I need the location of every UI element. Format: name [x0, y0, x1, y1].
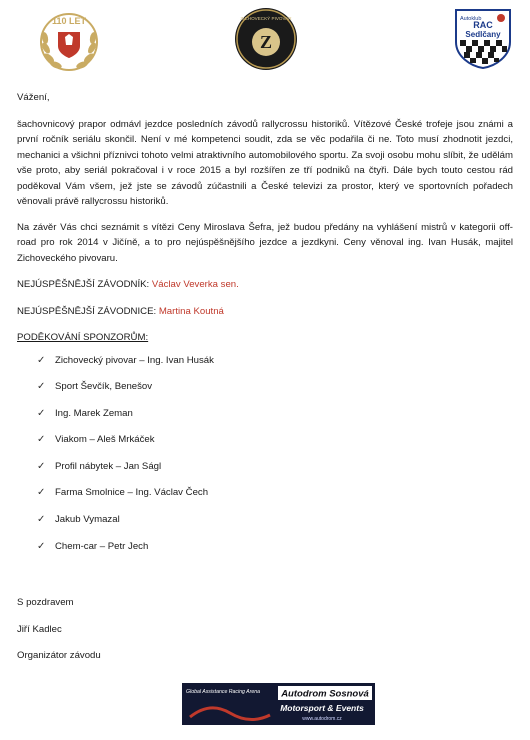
svg-text:Autodrom Sosnová: Autodrom Sosnová	[281, 688, 369, 700]
sponsor-name: Profil nábytek – Jan Ságl	[55, 460, 162, 472]
sponsor-name: Sport Ševčík, Benešov	[55, 381, 153, 393]
checkmark-icon: ✓	[37, 434, 46, 446]
winner-female-label: NEJÚSPĚŠNĚJŠÍ ZÁVODNICE:	[17, 305, 159, 317]
svg-text:Global Assistance Racing Arena: Global Assistance Racing Arena	[186, 689, 261, 695]
winner-male-label: NEJÚSPĚŠNĚJŠÍ ZÁVODNÍK:	[17, 279, 152, 290]
anniversary-110-logo	[36, 8, 102, 74]
sponsor-name: Chem-car – Petr Jech	[55, 540, 149, 552]
autodrom-sosnova-banner	[182, 683, 375, 725]
svg-text:RAC: RAC	[473, 20, 493, 30]
greeting: Vážení,	[17, 92, 50, 103]
svg-text:www.autodrom.cz: www.autodrom.cz	[302, 716, 342, 722]
list-item	[37, 514, 513, 541]
svg-text:ZICHOVECKÝ PIVOVAR: ZICHOVECKÝ PIVOVAR	[240, 16, 292, 21]
sponsors-title: PODĚKOVÁNÍ SPONZORŮM:	[17, 332, 149, 343]
winner-male-line	[17, 277, 513, 293]
logo-header	[0, 4, 530, 74]
list-item	[37, 487, 513, 514]
paragraph-intro: šachovnicový prapor odmávl jezdce posledních závodů rallycrossu historiků. Vítězové České trofeje jsou známi a první ročník seriálu skončil. Není v mé kompetenci soudit, zda se věc podařila či ne. Toto musí zhodnotit jezdci, mechanici a všichni příznivci tohoto velmi atraktivního automobilového sportu. Za svoji osobu mohu slíbit, že udělám vše proto, aby seriál pokračoval i v roce 2015 a byl rozšířen ze tří podniků na čtyři. Dále bych touto cestou rád poděkoval Vám všem, jež jste se závodů zúčastnili a České televizi za prostor, který ve sportovních pořadech věnovali právě rallycrossu historiků.	[17, 118, 513, 207]
list-item	[37, 461, 513, 488]
brewery-logo	[233, 6, 299, 72]
svg-text:Autoklub: Autoklub	[460, 16, 482, 22]
sponsor-name: Ing. Marek Zeman	[55, 407, 133, 419]
rac-sedlcany-logo	[454, 8, 512, 70]
closing-regards: S pozdravem	[17, 597, 74, 608]
svg-text:Z: Z	[259, 32, 273, 52]
checkmark-icon: ✓	[37, 540, 46, 552]
letter-body	[17, 90, 513, 567]
sponsor-name: Farma Smolnice – Ing. Václav Čech	[55, 487, 209, 499]
checkmark-icon: ✓	[37, 460, 46, 472]
sponsor-name: Zichovecký pivovar – Ing. Ivan Husák	[55, 354, 214, 366]
sponsor-name: Viakom – Aleš Mrkáček	[55, 434, 155, 446]
list-item	[37, 355, 513, 382]
list-item	[37, 541, 513, 568]
checkmark-icon: ✓	[37, 407, 46, 419]
paragraph-award: Na závěr Vás chci seznámit s vítězi Ceny Miroslava Šefra, jež budou předány na vyhlášení mistrů v kategorii off-road pro rok 2014 v Jičíně, a to pro nejúspěšnějšího jezdce a jezdkyni. Ceny věnoval ing. Ivan Husák, majitel Zichoveckého pivovaru.	[17, 221, 513, 264]
list-item	[37, 408, 513, 435]
checkmark-icon: ✓	[37, 354, 46, 366]
signature-name: Jiří Kadlec	[17, 623, 62, 635]
winner-female-name: Martina Koutná	[158, 305, 224, 317]
closing-block	[17, 595, 101, 675]
svg-text:110 LET: 110 LET	[51, 16, 87, 26]
signature-role: Organizátor závodu	[17, 650, 101, 661]
svg-text:Sedlčany: Sedlčany	[465, 30, 501, 39]
checkmark-icon: ✓	[37, 514, 46, 526]
winner-female-line	[17, 304, 513, 320]
list-item	[37, 381, 513, 408]
checkmark-icon: ✓	[37, 381, 46, 393]
winner-male-name: Václav Veverka sen.	[151, 279, 239, 290]
sponsor-list	[17, 355, 513, 568]
svg-text:Motorsport & Events: Motorsport & Events	[280, 703, 364, 713]
checkmark-icon: ✓	[37, 487, 46, 499]
list-item	[37, 434, 513, 461]
sponsor-name: Jakub Vymazal	[55, 514, 120, 526]
